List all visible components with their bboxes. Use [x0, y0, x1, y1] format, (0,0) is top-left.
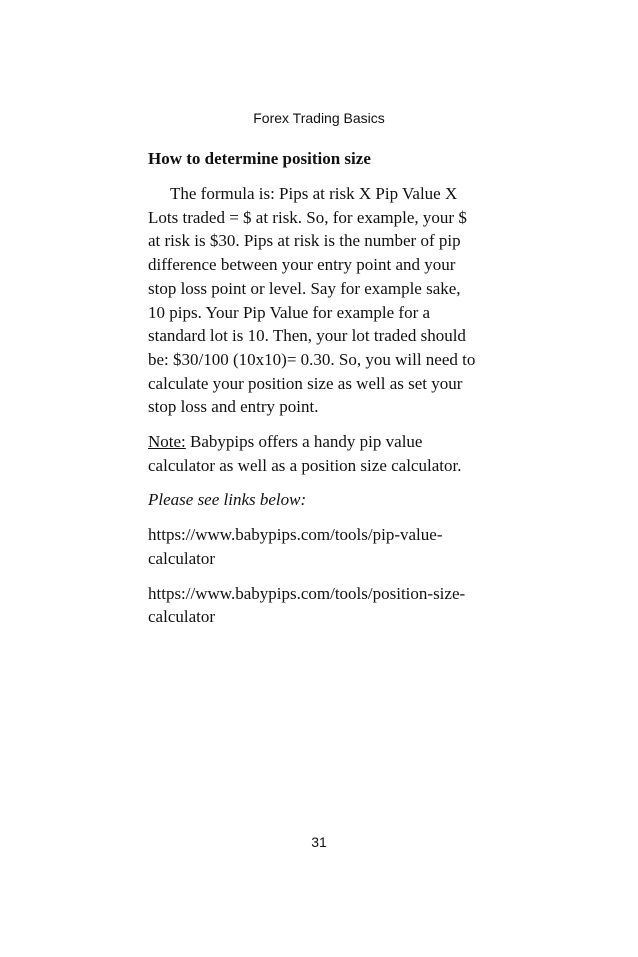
running-header: Forex Trading Basics	[253, 110, 385, 126]
link-line[interactable]: https://www.babypips.com/tools/pip-value-	[148, 525, 443, 545]
link-line[interactable]: calculator	[148, 607, 216, 627]
body-line: stop loss point or level. Say for example sake,	[148, 278, 461, 298]
body-line: calculate your position size as well as set your	[148, 373, 463, 393]
body-line: 10 pips. Your Pip Value for example for a	[148, 302, 431, 322]
page-content	[148, 148, 513, 640]
link-position-size-calculator[interactable]	[148, 582, 513, 629]
page-number: 31	[311, 834, 327, 850]
section-heading: How to determine position size	[148, 149, 371, 168]
body-line: standard lot is 10. Then, your lot traded should	[148, 326, 466, 346]
body-line: at risk is $30. Pips at risk is the number of pip	[148, 231, 461, 251]
note-label: Note:	[148, 432, 186, 452]
body-line: stop loss and entry point.	[148, 397, 319, 417]
body-line: difference between your entry point and your	[148, 255, 456, 275]
link-line[interactable]: https://www.babypips.com/tools/position-size-	[148, 583, 466, 603]
body-line: be: $30/100 (10x10)= 0.30. So, you will need to	[148, 349, 476, 369]
link-pip-value-calculator[interactable]	[148, 523, 513, 570]
body-paragraph	[148, 182, 513, 419]
link-line[interactable]: calculator	[148, 548, 216, 568]
note-text: Babypips offers a handy pip value	[185, 432, 423, 452]
note-line: calculator as well as a position size calculator.	[148, 455, 462, 475]
links-intro: Please see links below:	[148, 490, 307, 510]
body-line: The formula is: Pips at risk X Pip Value X	[170, 184, 458, 203]
body-line: Lots traded = $ at risk. So, for example, your $	[148, 207, 467, 227]
note-paragraph	[148, 430, 513, 477]
note-line	[148, 430, 513, 454]
